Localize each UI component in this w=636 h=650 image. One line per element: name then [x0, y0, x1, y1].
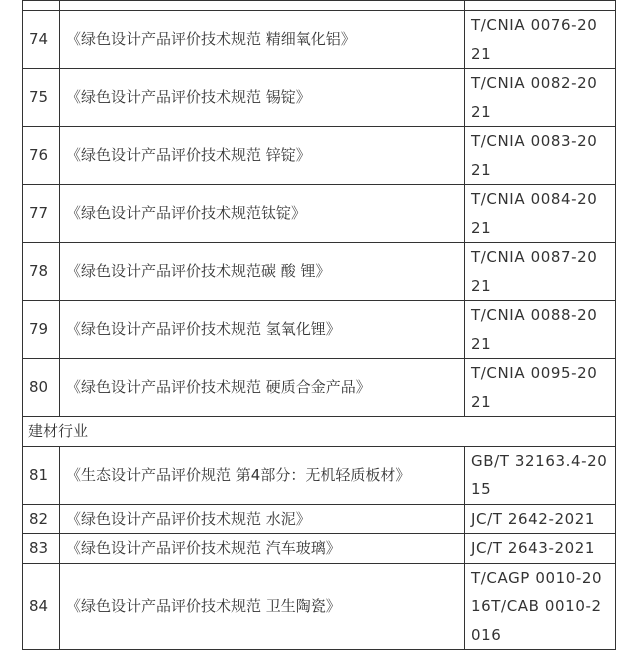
row-number: 77 — [23, 185, 60, 243]
standard-name: 《绿色设计产品评价技术规范碳 酸 锂》 — [60, 243, 465, 301]
standard-code — [465, 127, 616, 185]
table-row — [23, 11, 616, 69]
standard-code-line: T/CNIA 0084-20 — [471, 190, 598, 208]
row-number: 76 — [23, 127, 60, 185]
table-row — [23, 301, 616, 359]
standard-code-line: 16T/CAB 0010-2 — [471, 597, 602, 615]
standard-name: 《绿色设计产品评价技术规范 锡锭》 — [60, 69, 465, 127]
standard-code-line: 21 — [471, 334, 492, 353]
table-row-partial-top — [23, 1, 616, 11]
cell-empty — [465, 1, 616, 11]
row-number: 83 — [23, 534, 60, 564]
standard-code-line: GB/T 32163.4-20 — [471, 451, 608, 470]
standard-name: 《绿色设计产品评价技术规范 氢氧化锂》 — [60, 301, 465, 359]
row-number: 75 — [23, 69, 60, 127]
standard-name: 《生态设计产品评价规范 第4部分：无机轻质板材》 — [60, 446, 465, 504]
standard-code-line: T/CNIA 0088-20 — [471, 306, 598, 324]
standard-code — [465, 243, 616, 301]
standard-code-line: 21 — [471, 218, 492, 237]
table-row — [23, 127, 616, 185]
standard-name: 《绿色设计产品评价技术规范 卫生陶瓷》 — [60, 563, 465, 650]
standard-code — [465, 359, 616, 417]
section-title: 建材行业 — [23, 417, 616, 447]
standard-code-line: T/CNIA 0083-20 — [471, 132, 598, 150]
standard-code-line: 016 — [471, 625, 502, 644]
standard-code-line: JC/T 2643-2021 — [471, 539, 596, 557]
standard-code — [465, 534, 616, 564]
standard-name: 《绿色设计产品评价技术规范 锌锭》 — [60, 127, 465, 185]
row-number: 82 — [23, 504, 60, 534]
row-number: 80 — [23, 359, 60, 417]
standard-code-line: 21 — [471, 160, 492, 179]
table-row — [23, 69, 616, 127]
table-row — [23, 185, 616, 243]
standard-code — [465, 69, 616, 127]
standard-code-line: 21 — [471, 102, 492, 121]
standard-name: 《绿色设计产品评价技术规范 水泥》 — [60, 504, 465, 534]
standard-code — [465, 11, 616, 69]
cell-empty — [60, 1, 465, 11]
row-number: 84 — [23, 563, 60, 650]
table-row — [23, 446, 616, 504]
standard-name: 《绿色设计产品评价技术规范 汽车玻璃》 — [60, 534, 465, 564]
standard-code-line: 21 — [471, 392, 492, 411]
standard-code-line: 15 — [471, 480, 492, 498]
standard-name: 《绿色设计产品评价技术规范钛锭》 — [60, 185, 465, 243]
standard-name: 《绿色设计产品评价技术规范 硬质合金产品》 — [60, 359, 465, 417]
standards-table-body — [23, 1, 616, 650]
standard-code — [465, 185, 616, 243]
standard-code-line: T/CNIA 0095-20 — [471, 364, 598, 382]
standard-code-line: JC/T 2642-2021 — [471, 509, 596, 528]
standard-code — [465, 301, 616, 359]
standard-code-line: 21 — [471, 276, 492, 295]
standard-name: 《绿色设计产品评价技术规范 精细氧化铝》 — [60, 11, 465, 69]
row-number: 74 — [23, 11, 60, 69]
standard-code-line: T/CAGP 0010-20 — [471, 568, 603, 587]
standard-code-line: T/CNIA 0087-20 — [471, 248, 598, 266]
standard-code — [465, 446, 616, 504]
row-number: 79 — [23, 301, 60, 359]
section-row — [23, 417, 616, 447]
standard-code-line: T/CNIA 0076-20 — [471, 16, 598, 34]
row-number: 78 — [23, 243, 60, 301]
cell-empty — [23, 1, 60, 11]
table-row — [23, 534, 616, 564]
row-number: 81 — [23, 446, 60, 504]
table-row — [23, 359, 616, 417]
standards-table — [22, 0, 616, 650]
table-row — [23, 243, 616, 301]
table-row — [23, 504, 616, 534]
standard-code-line: T/CNIA 0082-20 — [471, 74, 598, 92]
standard-code — [465, 504, 616, 534]
standard-code — [465, 563, 616, 650]
standard-code-line: 21 — [471, 44, 492, 63]
table-row — [23, 563, 616, 650]
